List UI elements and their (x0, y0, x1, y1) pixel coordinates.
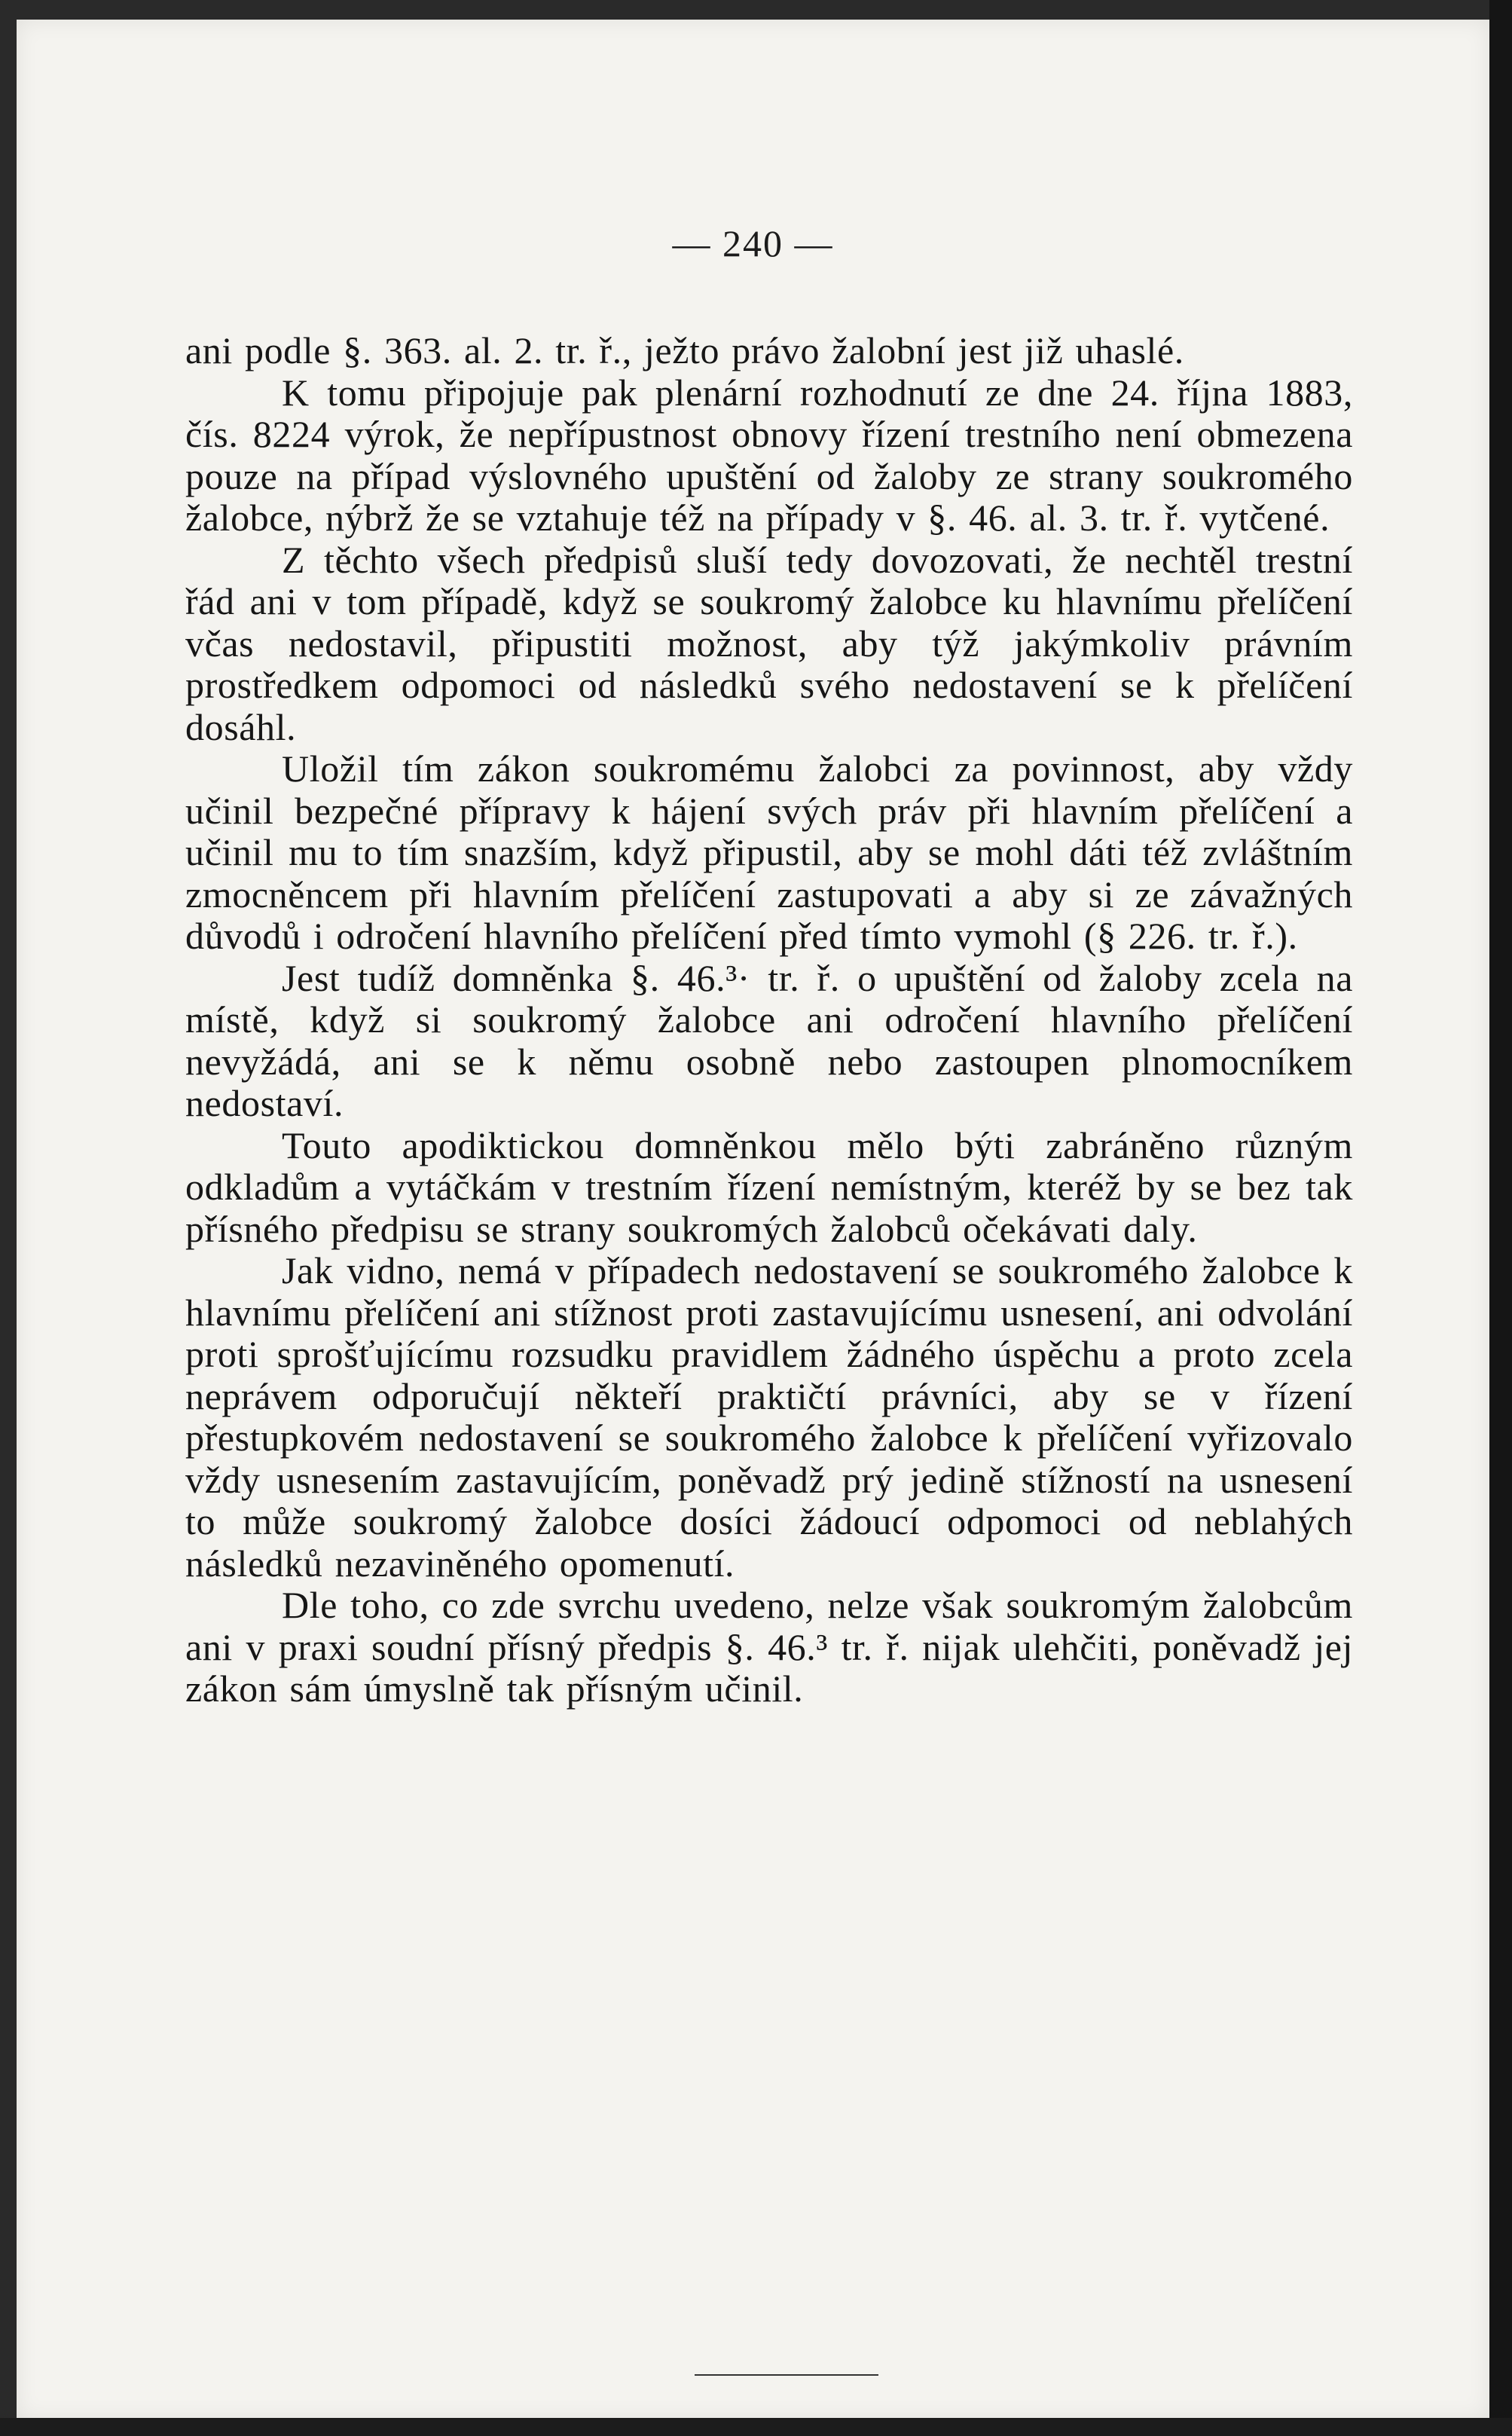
paragraph-5: Jest tudíž domněnka §. 46.³· tr. ř. o upuštění od žaloby zcela na místě, když si soukromý žalobce ani odročení hlavního přelíčení nevyžádá, ani se k němu osobně nebo zastoupen plnomocníkem nedostaví. (185, 956, 1353, 1124)
footer-rule (695, 2374, 878, 2376)
body-text (185, 330, 1353, 1710)
paragraph-6: Touto apodiktickou domněnkou mělo býti zabráněno různým odkladům a vytáčkám v trestním řízení nemístným, kteréž by se bez tak přísného předpisu se strany soukromých žalobců očekávati daly. (185, 1123, 1353, 1250)
scan-edge-right (1489, 0, 1512, 2436)
paragraph-8: Dle toho, co zde svrchu uvedeno, nelze však soukromým žalobcům ani v praxi soudní přísný předpis §. 46.³ tr. ř. nijak ulehčiti, poněvadž jej zákon sám úmyslně tak přísným učinil. (185, 1584, 1353, 1710)
paragraph-7: Jak vidno, nemá v případech nedostavení se soukromého žalobce k hlavnímu přelíčení ani stížnost proti zastavujícímu usnesení, ani odvolání proti sprošťujícímu rozsudku pravidlem žádného úspěchu a proto zcela neprávem odporučují někteří praktičtí právníci, aby se v řízení přestupkovém nedostavení se soukromého žalobce k přelíčení vyřizovalo vždy usnesením zastavujícím, poněvadž prý jedině stížností na usnesení to může soukromý žalobce dosíci žádoucí odpomoci od neblahých následků nezaviněného opomenutí. (185, 1249, 1353, 1585)
scan-edge-bottom (0, 2418, 1512, 2436)
paragraph-2: K tomu připojuje pak plenární rozhodnutí ze dne 24. října 1883, čís. 8224 výrok, že nepřípustnost obnovy řízení trestního není obmezena pouze na případ výslovného upuštění od žaloby ze strany soukromého žalobce, nýbrž že se vztahuje též na případy v §. 46. al. 3. tr. ř. vytčené. (185, 371, 1353, 539)
page-number: — 240 — (672, 222, 834, 264)
paragraph-3: Z těchto všech předpisů sluší tedy dovozovati, že nechtěl trestní řád ani v tom případě, když se soukromý žalobce ku hlavnímu přelíčení včas nedostavil, připustiti možnost, aby týž jakýmkoliv právním prostředkem odpomoci od následků svého nedostavení se k přelíčení dosáhl. (185, 538, 1353, 748)
paragraph-4: Uložil tím zákon soukromému žalobci za povinnost, aby vždy učinil bezpečné přípravy k hájení svých práv při hlavním přelíčení a učinil mu to tím snazším, když připustil, aby se mohl dáti též zvláštním zmocněncem při hlavním přelíčení zastupovati a aby si ze závažných důvodů i odročení hlavního přelíčení před tímto vymohl (§ 226. tr. ř.). (185, 747, 1353, 957)
paragraph-1: ani podle §. 363. al. 2. tr. ř., ježto právo žalobní jest již uhaslé. (185, 329, 1184, 371)
book-page (17, 20, 1489, 2419)
